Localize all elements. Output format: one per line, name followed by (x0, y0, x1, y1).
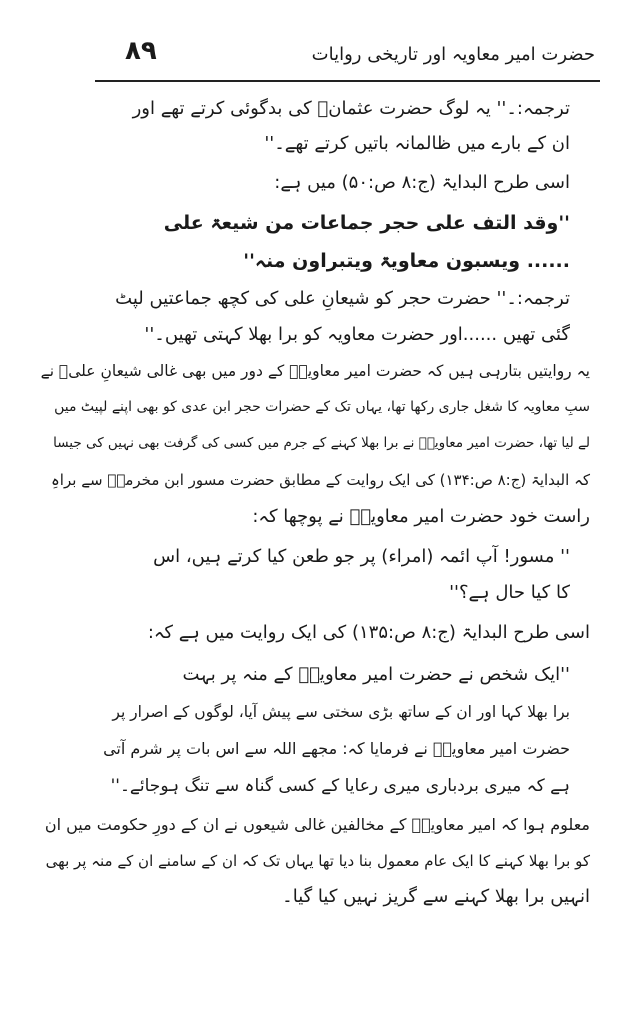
text-line: '' مسور! آپ ائمہ (امراء) پر جو طعن کیا کرتے ہیں، اس (153, 546, 570, 567)
text-line: لے لیا تھا، حضرت امیر معاویہؓ نے برا بھلا کہنے کے جرم میں کسی کی گرفت بھی نہیں کی جیسا (53, 435, 590, 451)
text-line: اسی طرح البدایۃ (ج:۸ ص:۵۰) میں ہے: (274, 172, 570, 193)
text-line: کا کیا حال ہے؟'' (449, 582, 570, 603)
text-line: اسی طرح البدایۃ (ج:۸ ص:۱۳۵) کی ایک روایت میں ہے کہ: (147, 622, 590, 643)
running-title: حضرت امیر معاویہ اور تاریخی روایات (311, 44, 595, 65)
page-number: ۸۹ (125, 36, 157, 66)
text-line: برا بھلا کہا اور ان کے ساتھ بڑی سختی سے پیش آیا، لوگوں کے اصرار پر (112, 703, 570, 721)
text-line: حضرت امیر معاویہؓ نے فرمایا کہ: مجھے اللہ سے اس بات پر شرم آتی (103, 739, 570, 758)
text-line: ہے کہ میری بردباری میری رعایا کے کسی گناہ سے تنگ ہوجائے۔'' (110, 776, 570, 796)
text-line: معلوم ہوا کہ امیر معاویہؓ کے مخالفین غالی شیعوں نے ان کے دورِ حکومت میں ان (44, 815, 590, 834)
text-line: ترجمہ:۔'' حضرت حجر کو شیعانِ علی کی کچھ جماعتیں لپٹ (115, 288, 570, 309)
header-rule (95, 80, 600, 82)
text-line: گئی تھیں ......اور حضرت معاویہ کو برا بھلا کہتی تھیں۔'' (144, 324, 570, 345)
text-line: ''ایک شخص نے حضرت امیر معاویہؓ کے منہ پر بہت (182, 664, 570, 685)
text-line: انہیں برا بھلا کہنے سے گریز نہیں کیا گیا۔ (282, 886, 590, 907)
arabic-quote-line: ''وقد التف علی حجر جماعات من شیعۃ علی (163, 212, 570, 234)
arabic-quote-line: ...... ویسبون معاویۃ ویتبراون منہ'' (243, 250, 570, 272)
text-line: ترجمہ:۔'' یہ لوگ حضرت عثمانؓ کی بدگوئی کرتے تھے اور (132, 98, 570, 119)
text-line: کو برا بھلا کہنے کا ایک عام معمول بنا دیا تھا یہاں تک کہ ان کے سامنے ان کے منہ پر بھی (45, 852, 590, 870)
text-line: کہ البدایۃ (ج:۸ ص:۱۳۴) کی ایک روایت کے مطابق حضرت مسور ابن مخرمہؓ سے براہِ (51, 471, 590, 489)
text-line: ان کے بارے میں ظالمانہ باتیں کرتے تھے۔'' (264, 133, 570, 154)
text-line: راست خود حضرت امیر معاویہؓ نے پوچھا کہ: (252, 506, 590, 527)
text-line: سبِ معاویہ کا شغل جاری رکھا تھا، یہاں تک کے حضرات حجر ابن عدی کو بھی اپنے لپیٹ میں (54, 399, 590, 415)
page-header (95, 36, 595, 78)
text-line: یہ روایتیں بتارہی ہیں کہ حضرت امیر معاویہؓ کے دور میں بھی غالی شیعانِ علیؓ نے (40, 362, 590, 380)
